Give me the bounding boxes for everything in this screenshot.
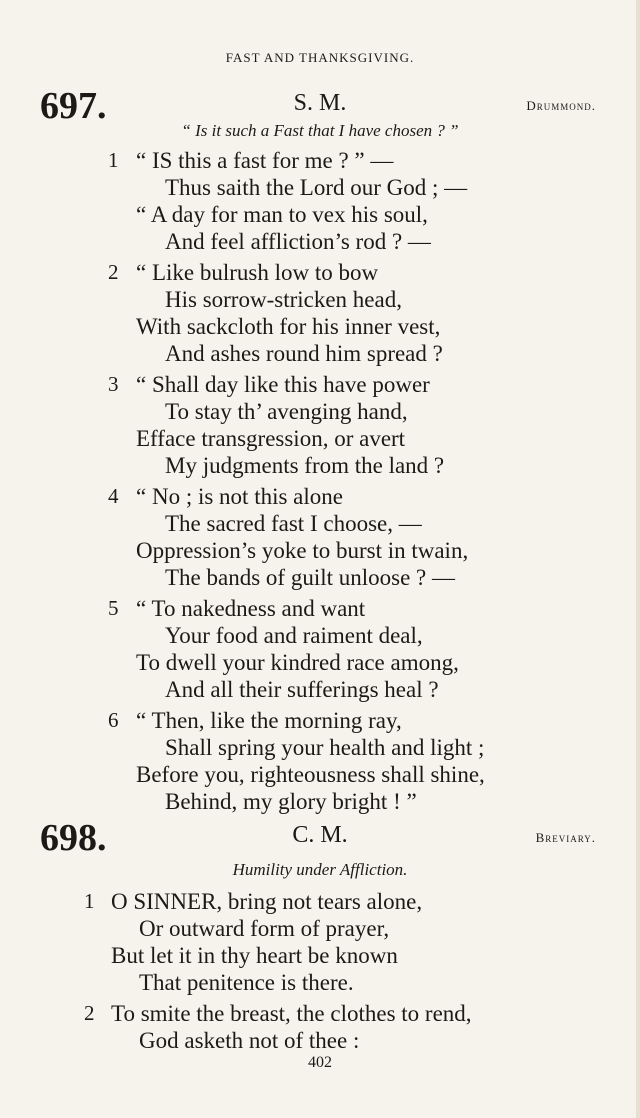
hymn-697-header [0,86,640,126]
verse-line: My judgments from the land ? [165,453,445,478]
verse-line: And feel affliction’s rod ? — [165,229,431,254]
verse-line: That penitence is there. [139,970,354,995]
verse-line: To smite the breast, the clothes to rend, [111,1001,472,1026]
verse-line: “ Then, like the morning ray, [136,708,402,733]
hymn-698-subtitle: Humility under Affliction. [232,860,408,879]
hymn-number: 697. [40,85,107,127]
hymn-meter: S. M. [293,90,347,116]
verse-line: Your food and raiment deal, [165,623,423,648]
page-number: 402 [308,1054,332,1071]
hymn-tune: Drummond. [526,98,596,113]
verse-line: Efface transgression, or avert [136,426,406,451]
verse-line: “ No ; is not this alone [136,484,343,509]
verse-line: The bands of guilt unloose ? — [165,565,456,590]
verse-line: O SINNER, bring not tears alone, [111,889,423,914]
verse-number: 1 [108,148,119,172]
verse-number: 2 [84,1001,95,1025]
verse-line: And ashes round him spread ? [165,341,443,366]
verse-number: 3 [108,372,119,396]
verse-line: God asketh not of thee : [139,1028,360,1053]
running-head: FAST AND THANKSGIVING. [225,50,415,65]
verse-line: Shall spring your health and light ; [165,735,485,760]
verse-line: And all their sufferings heal ? [165,677,439,702]
verse-line: “ IS this a fast for me ? ” — [136,148,394,173]
hymn-number: 698. [40,817,107,859]
hymn-698-header [0,818,640,858]
hymn-tune: Breviary. [535,830,596,845]
verse-line: “ A day for man to vex his soul, [136,202,428,227]
verse-number: 4 [108,484,119,508]
verse-line: The sacred fast I choose, — [165,511,422,536]
verse-line: “ Shall day like this have power [136,372,430,397]
hymn-697-subtitle: “ Is it such a Fast that I have chosen ? ” [181,121,459,140]
verse-line: Behind, my glory bright ! ” [165,789,417,814]
hymn-meter: C. M. [292,822,348,848]
verse-line: Before you, righteousness shall shine, [136,762,485,787]
verse-number: 1 [84,889,95,913]
verse-line: With sackcloth for his inner vest, [136,314,441,339]
verse-line: “ To nakedness and want [136,596,366,621]
verse-line: Or outward form of prayer, [139,916,390,941]
page-edge [636,0,640,1118]
verse-number: 5 [108,596,119,620]
verse-number: 6 [108,708,119,732]
verse-line: His sorrow-stricken head, [165,287,402,312]
verse-line: Thus saith the Lord our God ; — [165,175,468,200]
verse-line: “ Like bulrush low to bow [136,260,379,285]
verse-number: 2 [108,260,119,284]
verse-line: To dwell your kindred race among, [136,650,459,675]
verse-line: Oppression’s yoke to burst in twain, [136,538,469,563]
verse-line: But let it in thy heart be known [111,943,398,968]
verse-line: To stay th’ avenging hand, [165,399,408,424]
